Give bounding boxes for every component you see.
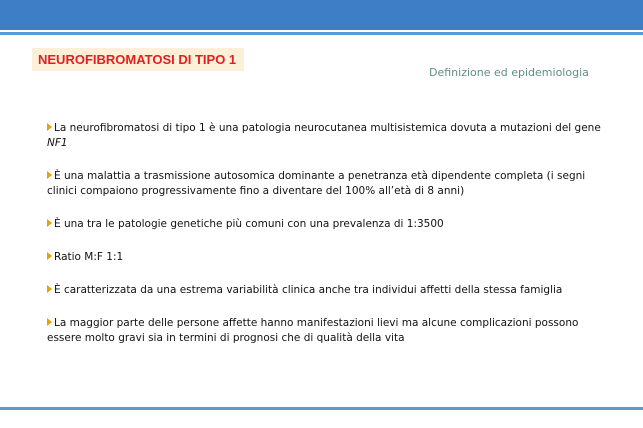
header-bar — [0, 0, 643, 30]
bullet-item — [47, 169, 602, 199]
bullet-item — [47, 121, 602, 151]
footer-divider — [0, 407, 643, 410]
slide-title: NEUROFIBROMATOSI DI TIPO 1 — [32, 48, 244, 71]
bullet-text: È una malattia a trasmissione autosomica dominante a penetranza età dipendente completa (i segni clinici compaiono progressivamente fino a diventare del 100% all’età di 8 anni) — [47, 170, 586, 197]
slide-subtitle: Definizione ed epidemiologia — [429, 66, 589, 79]
triangle-right-icon — [47, 123, 52, 131]
gene-name: NF1 — [47, 137, 68, 149]
header-divider — [0, 32, 643, 35]
bullet-text: La neurofibromatosi di tipo 1 è una patologia neurocutanea multisistemica dovuta a mutazioni del gene — [54, 122, 601, 134]
triangle-right-icon — [47, 219, 52, 227]
triangle-right-icon — [47, 318, 52, 326]
bullet-text: È una tra le patologie genetiche più comuni con una prevalenza di 1:3500 — [54, 218, 444, 230]
bullet-list — [47, 121, 602, 364]
bullet-text: È caratterizzata da una estrema variabilità clinica anche tra individui affetti della stessa famiglia — [54, 284, 563, 296]
bullet-item — [47, 250, 602, 265]
bullet-text: Ratio M:F 1:1 — [54, 251, 124, 263]
bullet-text: La maggior parte delle persone affette hanno manifestazioni lievi ma alcune complicazioni possono essere molto gravi sia in termini di prognosi che di qualità della vita — [47, 317, 579, 344]
bullet-item — [47, 283, 602, 298]
triangle-right-icon — [47, 285, 52, 293]
bullet-item — [47, 316, 602, 346]
bullet-item — [47, 217, 602, 232]
triangle-right-icon — [47, 171, 52, 179]
triangle-right-icon — [47, 252, 52, 260]
